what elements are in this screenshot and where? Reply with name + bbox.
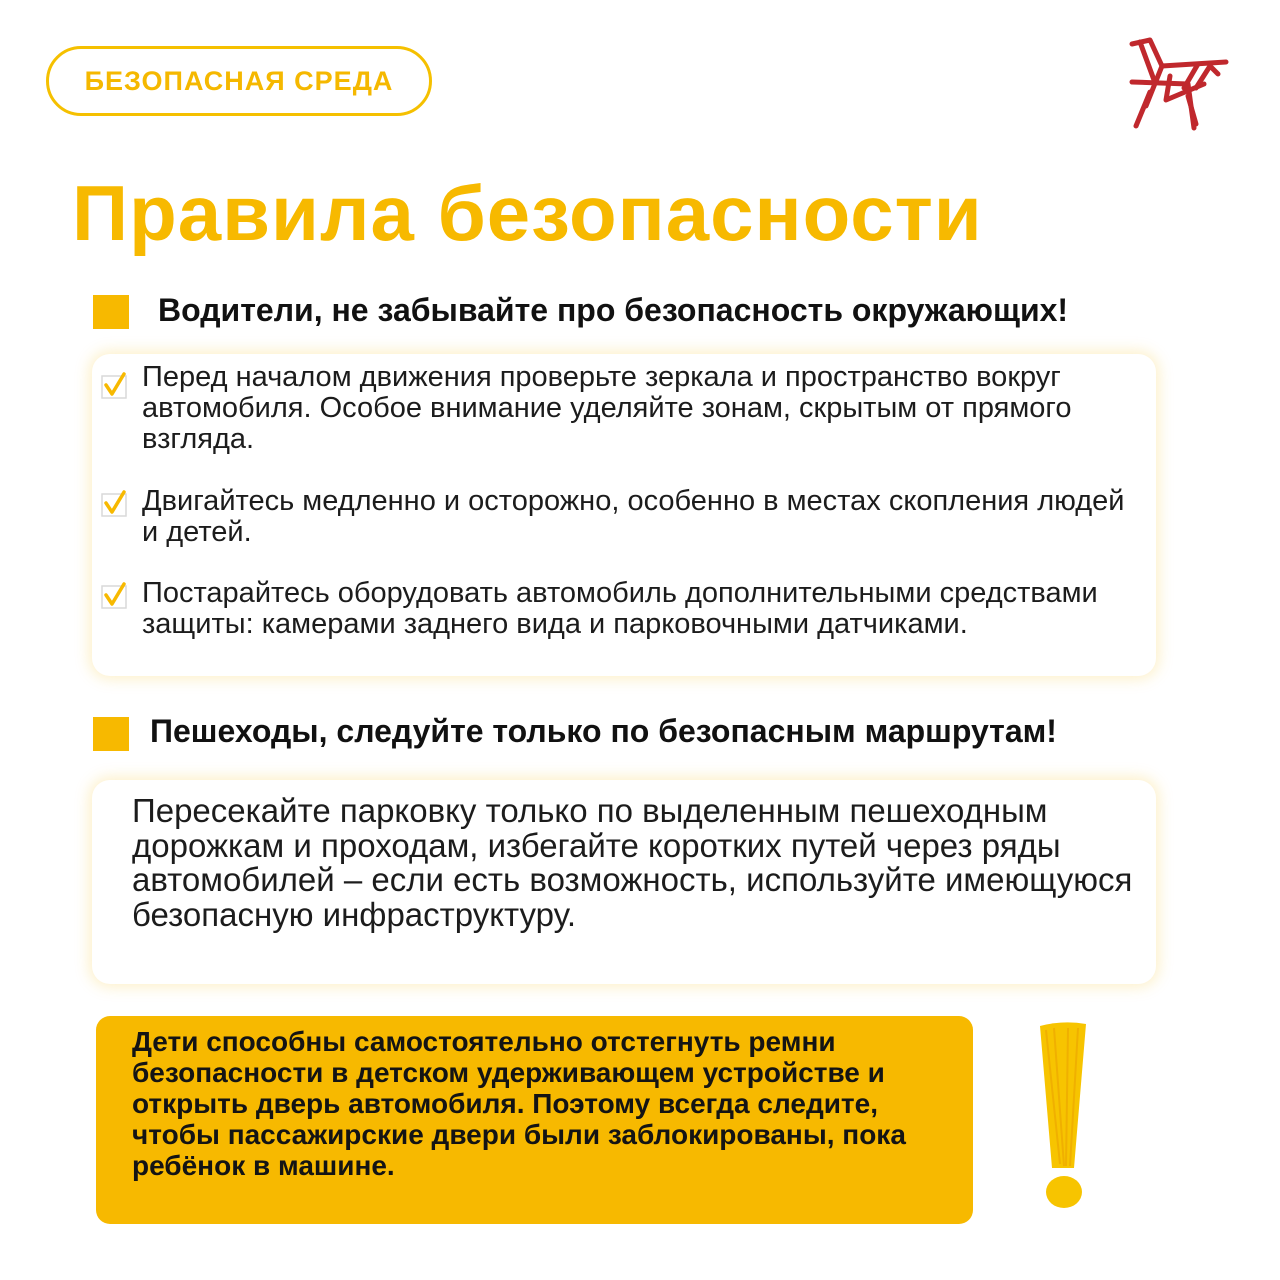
checkbox-checked-icon	[100, 372, 128, 400]
checkbox-checked-icon	[100, 582, 128, 610]
list-item-text: Перед началом движения проверьте зеркала и пространство вокруг автомобиля. Особое внимание уделяйте зонам, скрытым от прямого взгляда.	[142, 361, 1072, 455]
category-badge-label: БЕЗОПАСНАЯ СРЕДА	[84, 65, 394, 96]
pedestrians-heading: Пешеходы, следуйте только по безопасным маршрутам!	[150, 713, 1057, 749]
pedestrians-card	[92, 780, 1156, 984]
page-title: Правила безопасности	[72, 169, 983, 257]
category-badge	[46, 46, 432, 116]
section-bullet	[93, 295, 129, 329]
warning-box	[96, 1016, 973, 1224]
checkbox-checked-icon	[100, 490, 128, 518]
list-item-text: Двигайтесь медленно и осторожно, особенно в местах скопления людей и детей.	[142, 485, 1125, 548]
warning-text: Дети способны самостоятельно отстегнуть ремни безопасности в детском удерживающем устройстве и открыть дверь автомобиля. Поэтому всегда следите, чтобы пассажирские двери были заблокированы, пока ребёнок в машине.	[132, 1026, 906, 1181]
pedestrians-text: Пересекайте парковку только по выделенным пешеходным дорожкам и проходам, избегайте коротких путей через ряды автомобилей – если есть возможность, используйте имеющуюся безопасную инфраструктуру.	[132, 792, 1133, 933]
drivers-heading: Водители, не забывайте про безопасность окружающих!	[158, 292, 1069, 328]
chair-logo-icon	[1126, 36, 1236, 132]
list-item-text: Постарайтесь оборудовать автомобиль дополнительными средствами защиты: камерами заднего вида и парковочными датчиками.	[142, 577, 1098, 640]
exclamation-icon	[1030, 1018, 1096, 1212]
section-bullet	[93, 717, 129, 751]
drivers-card	[92, 354, 1156, 676]
